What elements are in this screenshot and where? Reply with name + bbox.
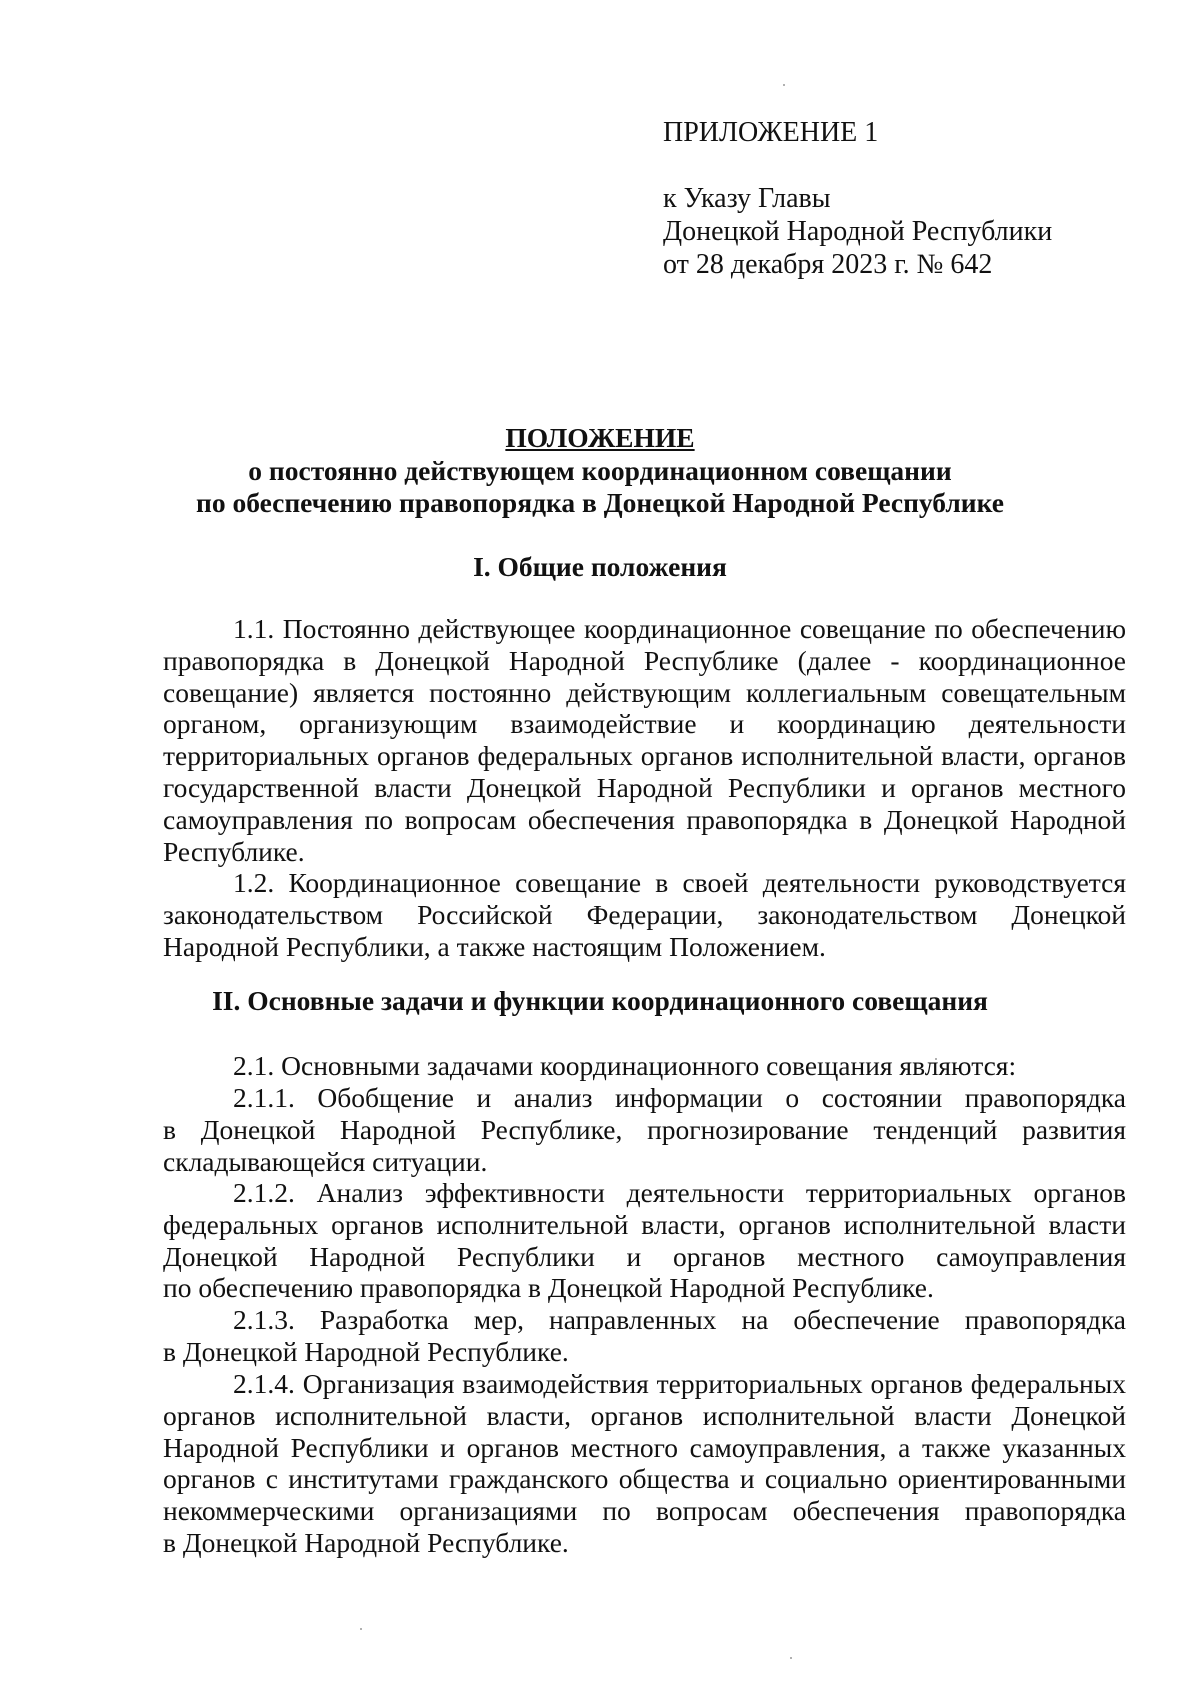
text-line: Донецкой Народной Республики и органов местного самоуправления xyxy=(163,1240,1126,1272)
scan-speck xyxy=(783,84,785,86)
appendix-date: от 28 декабря 2023 г. № 642 xyxy=(663,249,993,280)
paragraph-1-1 xyxy=(163,613,1126,867)
paragraph-2-1-3 xyxy=(163,1304,1126,1368)
text-line: некоммерческими организациями по вопросам обеспечения правопорядка xyxy=(163,1495,1126,1527)
text-line: правопорядка в Донецкой Народной Республике (далее - координационное xyxy=(163,644,1126,676)
text-line: Народной Республики и органов местного самоуправления, а также указанных xyxy=(163,1431,1126,1463)
text-line: самоуправления по вопросам обеспечения правопорядка в Донецкой Народной xyxy=(163,803,1126,835)
paragraph-1-2 xyxy=(163,867,1126,962)
paragraph-2-1-2 xyxy=(163,1177,1126,1304)
appendix-line: к Указу Главы xyxy=(663,183,831,214)
text-line: в Донецкой Народной Республике. xyxy=(163,1335,569,1367)
appendix-line: Донецкой Народной Республики xyxy=(663,216,1053,247)
text-line: 2.1.1. Обобщение и анализ информации о состоянии правопорядка xyxy=(233,1082,1126,1113)
text-line: органов исполнительной власти, органов исполнительной власти Донецкой xyxy=(163,1399,1126,1431)
text-line: совещание) является постоянно действующим коллегиальным совещательным xyxy=(163,676,1126,708)
text-line: в Донецкой Народной Республике, прогнозирование тенденций развития xyxy=(163,1113,1126,1145)
document-title: ПОЛОЖЕНИЕ xyxy=(505,422,695,453)
text-line: 2.1.2. Анализ эффективности деятельности территориальных органов xyxy=(233,1177,1126,1208)
text-line: 2.1.4. Организация взаимодействия территориальных органов федеральных xyxy=(233,1368,1126,1399)
scan-speck xyxy=(360,1628,362,1630)
appendix-title: ПРИЛОЖЕНИЕ 1 xyxy=(663,117,879,148)
text-line: государственной власти Донецкой Народной Республики и органов местного xyxy=(163,771,1126,803)
text-line: 1.1. Постоянно действующее координационное совещание по обеспечению xyxy=(233,613,1126,644)
text-line: 1.2. Координационное совещание в своей деятельности руководствуется xyxy=(233,867,1126,898)
scan-speck xyxy=(790,1657,792,1659)
section-heading: I. Общие положения xyxy=(473,551,727,582)
text-line: в Донецкой Народной Республике. xyxy=(163,1526,569,1558)
text-line: 2.1. Основными задачами координационного совещания являются: xyxy=(233,1050,1017,1081)
paragraph-2-1 xyxy=(163,1050,1126,1082)
text-line: Народной Республики, а также настоящим Положением. xyxy=(163,930,826,962)
document-subtitle: по обеспечению правопорядка в Донецкой Народной Республике xyxy=(195,487,1005,518)
document-subtitle: о постоянно действующем координационном совещании xyxy=(248,455,952,486)
section-heading: II. Основные задачи и функции координационного совещания xyxy=(212,985,988,1016)
paragraph-2-1-1 xyxy=(163,1082,1126,1177)
text-line: законодательством Российской Федерации, законодательством Донецкой xyxy=(163,898,1126,930)
text-line: органов с институтами гражданского общества и социально ориентированными xyxy=(163,1463,1126,1495)
text-line: Республике. xyxy=(163,835,305,867)
text-line: федеральных органов исполнительной власти, органов исполнительной власти xyxy=(163,1208,1126,1240)
paragraph-2-1-4 xyxy=(163,1368,1126,1559)
text-line: территориальных органов федеральных органов исполнительной власти, органов xyxy=(163,740,1126,772)
text-line: 2.1.3. Разработка мер, направленных на обеспечение правопорядка xyxy=(233,1304,1126,1335)
text-line: складывающейся ситуации. xyxy=(163,1145,488,1177)
text-line: органом, организующим взаимодействие и координацию деятельности xyxy=(163,708,1126,740)
text-line: по обеспечению правопорядка в Донецкой Народной Республике. xyxy=(163,1272,934,1304)
